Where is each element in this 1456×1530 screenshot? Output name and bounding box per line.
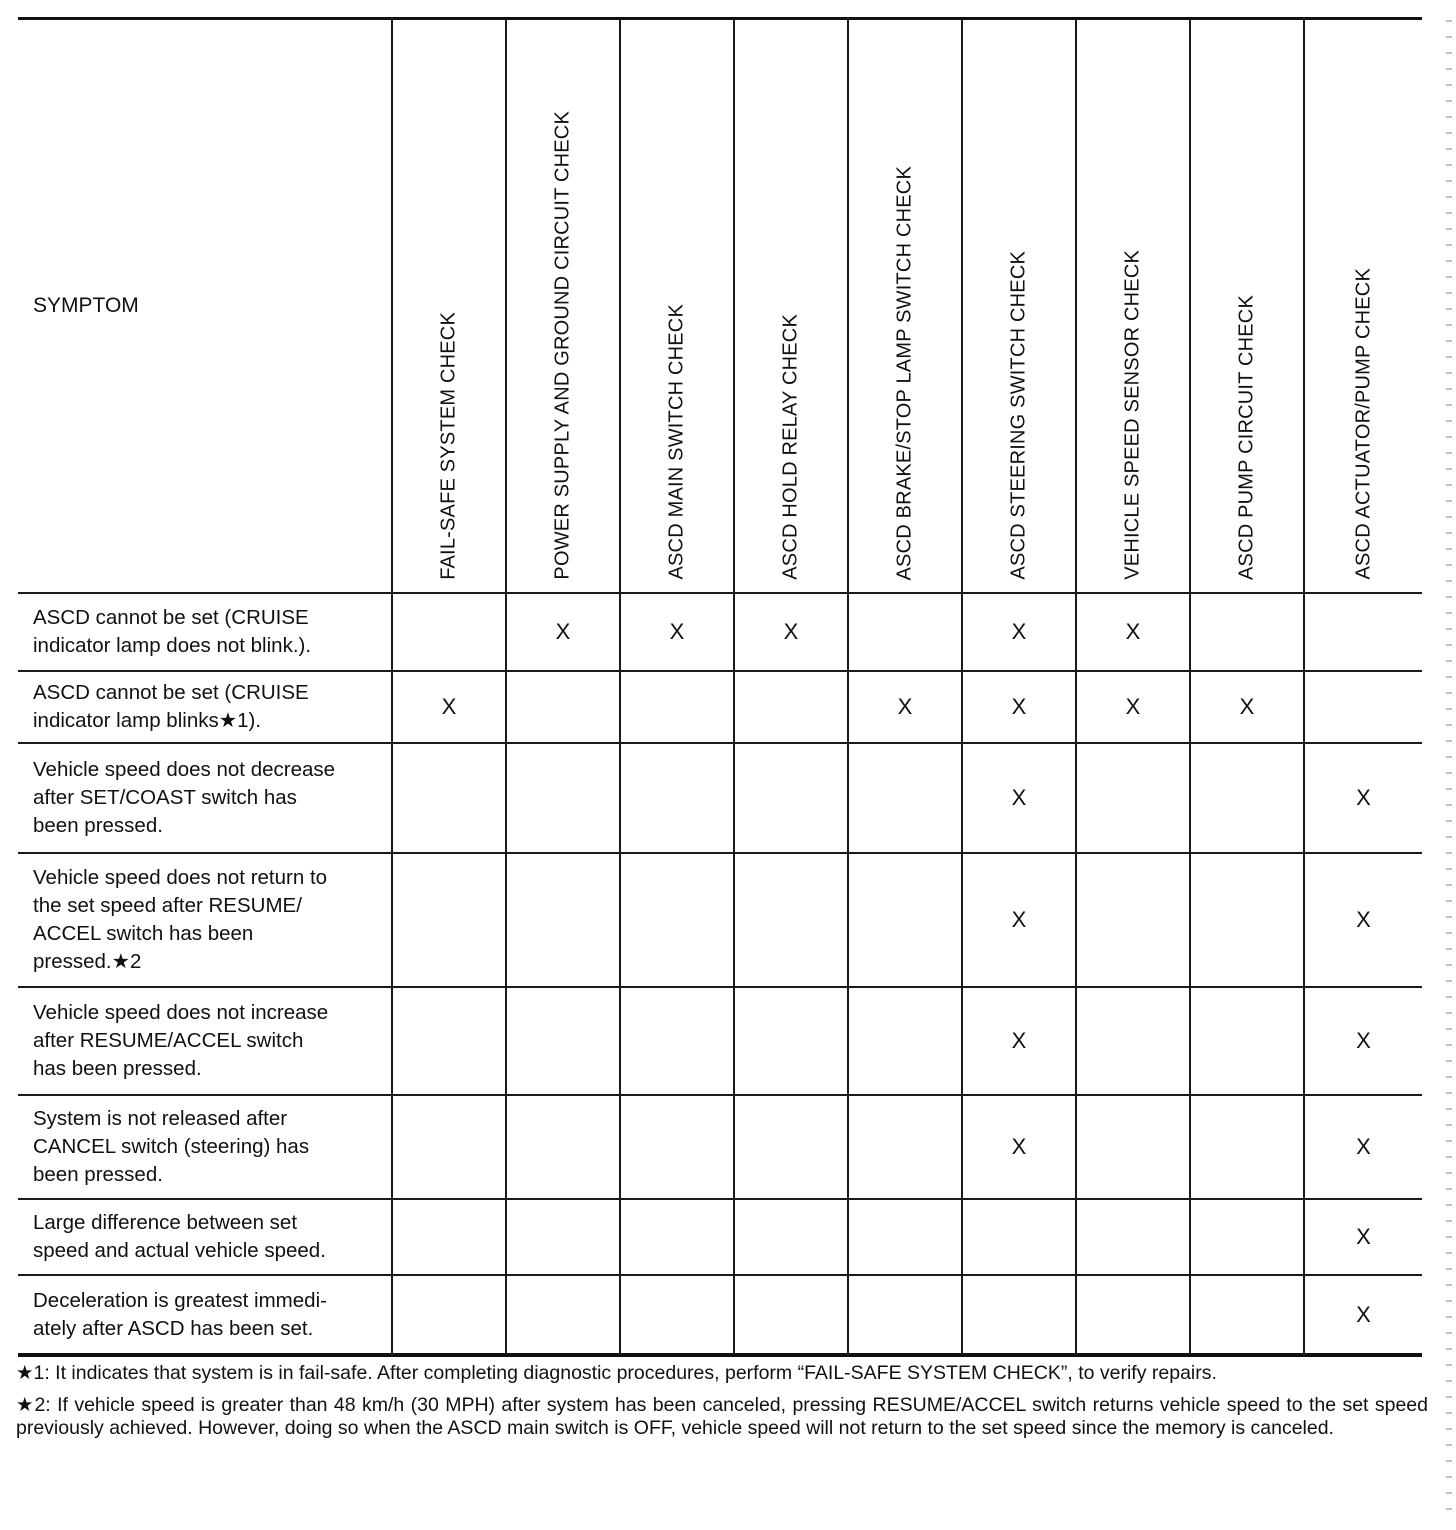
check-mark: X (1011, 694, 1027, 719)
symptom-cell (18, 987, 392, 1095)
empty-cell (1190, 853, 1304, 987)
check-column-label: VEHICLE SPEED SENSOR CHECK (1121, 250, 1144, 580)
empty-cell (1076, 853, 1190, 987)
table-row (18, 593, 1422, 671)
empty-cell (1190, 1199, 1304, 1275)
check-mark: X (1356, 1134, 1371, 1159)
matrix-body (18, 593, 1422, 1355)
check-mark-cell (392, 671, 506, 743)
check-mark-cell (1304, 743, 1422, 853)
check-mark: X (1356, 1028, 1371, 1053)
empty-cell (1190, 1275, 1304, 1355)
check-mark: X (783, 619, 799, 644)
symptom-line: ACCEL switch has been (33, 922, 254, 945)
check-mark-cell (1076, 593, 1190, 671)
symptom-line: Vehicle speed does not increase (33, 1001, 329, 1024)
empty-cell (1190, 743, 1304, 853)
empty-cell (1190, 593, 1304, 671)
empty-cell (392, 593, 506, 671)
check-mark: X (1011, 1028, 1027, 1053)
empty-cell (734, 671, 848, 743)
symptom-cell (18, 1199, 392, 1275)
empty-cell (620, 671, 734, 743)
check-mark: X (1125, 619, 1141, 644)
check-column-label: FAIL-SAFE SYSTEM CHECK (437, 312, 460, 580)
empty-cell (1076, 1095, 1190, 1199)
check-mark: X (1239, 694, 1255, 719)
symptom-line: indicator lamp blinks★1). (33, 709, 262, 732)
empty-cell (734, 1095, 848, 1199)
check-mark-cell (962, 987, 1076, 1095)
symptom-check-matrix (18, 17, 1422, 1357)
symptom-cell (18, 1275, 392, 1355)
symptom-line: the set speed after RESUME/ (33, 894, 302, 917)
symptom-line: been pressed. (33, 1163, 163, 1186)
table-row (18, 1275, 1422, 1355)
check-mark-cell (1304, 987, 1422, 1095)
check-mark-cell (962, 853, 1076, 987)
empty-cell (1304, 671, 1422, 743)
empty-cell (620, 987, 734, 1095)
check-mark: X (1011, 785, 1027, 810)
table-row (18, 987, 1422, 1095)
symptom-line: ASCD cannot be set (CRUISE (33, 606, 309, 629)
empty-cell (392, 853, 506, 987)
symptom-line: Deceleration is greatest immedi- (33, 1288, 327, 1312)
empty-cell (848, 1275, 962, 1355)
table-row (18, 1199, 1422, 1275)
check-mark: X (1011, 907, 1027, 932)
empty-cell (1190, 1095, 1304, 1199)
symptom-line: indicator lamp does not blink.). (33, 634, 312, 657)
symptom-line: has been pressed. (33, 1057, 202, 1080)
check-mark-cell (962, 671, 1076, 743)
check-column-header (620, 19, 734, 594)
check-mark-cell (1304, 1095, 1422, 1199)
footnotes (16, 1362, 1428, 1449)
symptom-line: ASCD cannot be set (CRUISE (33, 681, 309, 704)
symptom-line: Vehicle speed does not decrease (33, 758, 336, 781)
empty-cell (734, 987, 848, 1095)
empty-cell (506, 1199, 620, 1275)
empty-cell (1076, 987, 1190, 1095)
check-column-label: ASCD STEERING SWITCH CHECK (1007, 251, 1030, 580)
check-mark-cell (1076, 671, 1190, 743)
table-row (18, 1095, 1422, 1199)
symptom-line: ately after ASCD has been set. (33, 1316, 314, 1340)
symptom-line: speed and actual vehicle speed. (33, 1239, 326, 1262)
symptom-cell (18, 853, 392, 987)
symptom-cell (18, 743, 392, 853)
check-mark-cell (620, 593, 734, 671)
empty-cell (506, 987, 620, 1095)
empty-cell (848, 743, 962, 853)
check-mark: X (1356, 907, 1371, 932)
check-mark: X (897, 694, 913, 719)
empty-cell (620, 1275, 734, 1355)
check-mark: X (1356, 1224, 1371, 1249)
empty-cell (848, 853, 962, 987)
empty-cell (620, 743, 734, 853)
empty-cell (506, 743, 620, 853)
check-mark: X (1356, 1301, 1371, 1327)
empty-cell (848, 987, 962, 1095)
empty-cell (620, 853, 734, 987)
table-row (18, 853, 1422, 987)
check-column-header (1076, 19, 1190, 594)
empty-cell (848, 1199, 962, 1275)
check-mark: X (555, 619, 571, 644)
check-column-label: POWER SUPPLY AND GROUND CIRCUIT CHECK (551, 111, 574, 580)
check-column-label: ASCD HOLD RELAY CHECK (779, 314, 802, 580)
empty-cell (506, 1095, 620, 1199)
symptom-line: Large difference between set (33, 1211, 298, 1234)
check-column-header (848, 19, 962, 594)
empty-cell (392, 743, 506, 853)
empty-cell (506, 671, 620, 743)
check-mark-cell (506, 593, 620, 671)
check-mark-cell (962, 593, 1076, 671)
symptom-cell (18, 593, 392, 671)
check-mark: X (1011, 619, 1027, 644)
empty-cell (734, 743, 848, 853)
empty-cell (506, 853, 620, 987)
symptom-cell (18, 1095, 392, 1199)
footnote-2: ★2: If vehicle speed is greater than 48 km/h (30 MPH) after system has been canceled, pressing RESUME/ACCEL switch returns vehicle speed to the set speed previously achieved. However, doing so when the ASCD main switch is OFF, vehicle speed will not return to the set speed since the memory is canceled. (16, 1394, 1428, 1439)
check-column-label: ASCD PUMP CIRCUIT CHECK (1235, 294, 1258, 580)
check-column-header (506, 19, 620, 594)
empty-cell (848, 593, 962, 671)
empty-cell (734, 853, 848, 987)
empty-cell (392, 1199, 506, 1275)
check-column-header (734, 19, 848, 594)
symptom-line: pressed.★2 (33, 950, 142, 973)
footnote-1: ★1: It indicates that system is in fail-safe. After completing diagnostic procedures, perform “FAIL-SAFE SYSTEM CHECK”, to verify repairs. (16, 1362, 1217, 1384)
empty-cell (620, 1095, 734, 1199)
check-column-header (1304, 19, 1422, 594)
symptom-line: been pressed. (33, 814, 163, 837)
check-mark: X (669, 619, 685, 644)
empty-cell (392, 1275, 506, 1355)
empty-cell (1076, 1199, 1190, 1275)
check-column-header (1190, 19, 1304, 594)
empty-cell (734, 1199, 848, 1275)
empty-cell (392, 987, 506, 1095)
empty-cell (1190, 987, 1304, 1095)
symptom-line: after RESUME/ACCEL switch (33, 1029, 304, 1052)
check-mark: X (1011, 1134, 1027, 1159)
symptom-line: after SET/COAST switch has (33, 786, 297, 809)
symptom-cell (18, 671, 392, 743)
check-mark-cell (1304, 853, 1422, 987)
check-mark-cell (962, 1095, 1076, 1199)
check-column-header (392, 19, 506, 594)
empty-cell (848, 1095, 962, 1199)
check-column-label: ASCD MAIN SWITCH CHECK (665, 304, 688, 580)
check-mark: X (1356, 785, 1371, 810)
check-mark-cell (1304, 1199, 1422, 1275)
empty-cell (962, 1275, 1076, 1355)
empty-cell (392, 1095, 506, 1199)
symptom-line: Vehicle speed does not return to (33, 866, 328, 889)
check-mark-cell (1304, 1275, 1422, 1355)
header-row (18, 19, 1422, 594)
check-mark: X (1125, 694, 1141, 719)
page-edge-marks (1446, 20, 1452, 1520)
table-row (18, 671, 1422, 743)
check-mark-cell (1190, 671, 1304, 743)
empty-cell (1076, 1275, 1190, 1355)
empty-cell (962, 1199, 1076, 1275)
table-row (18, 743, 1422, 853)
symptom-line: CANCEL switch (steering) has (33, 1135, 310, 1158)
empty-cell (620, 1199, 734, 1275)
symptom-line: System is not released after (33, 1107, 288, 1130)
empty-cell (1304, 593, 1422, 671)
check-mark: X (441, 694, 457, 719)
check-mark-cell (962, 743, 1076, 853)
symptom-column-header: SYMPTOM (18, 19, 392, 594)
empty-cell (506, 1275, 620, 1355)
check-column-header (962, 19, 1076, 594)
empty-cell (734, 1275, 848, 1355)
empty-cell (1076, 743, 1190, 853)
check-column-label: ASCD BRAKE/STOP LAMP SWITCH CHECK (893, 165, 916, 580)
check-mark-cell (848, 671, 962, 743)
check-column-label: ASCD ACTUATOR/PUMP CHECK (1352, 268, 1374, 580)
check-mark-cell (734, 593, 848, 671)
